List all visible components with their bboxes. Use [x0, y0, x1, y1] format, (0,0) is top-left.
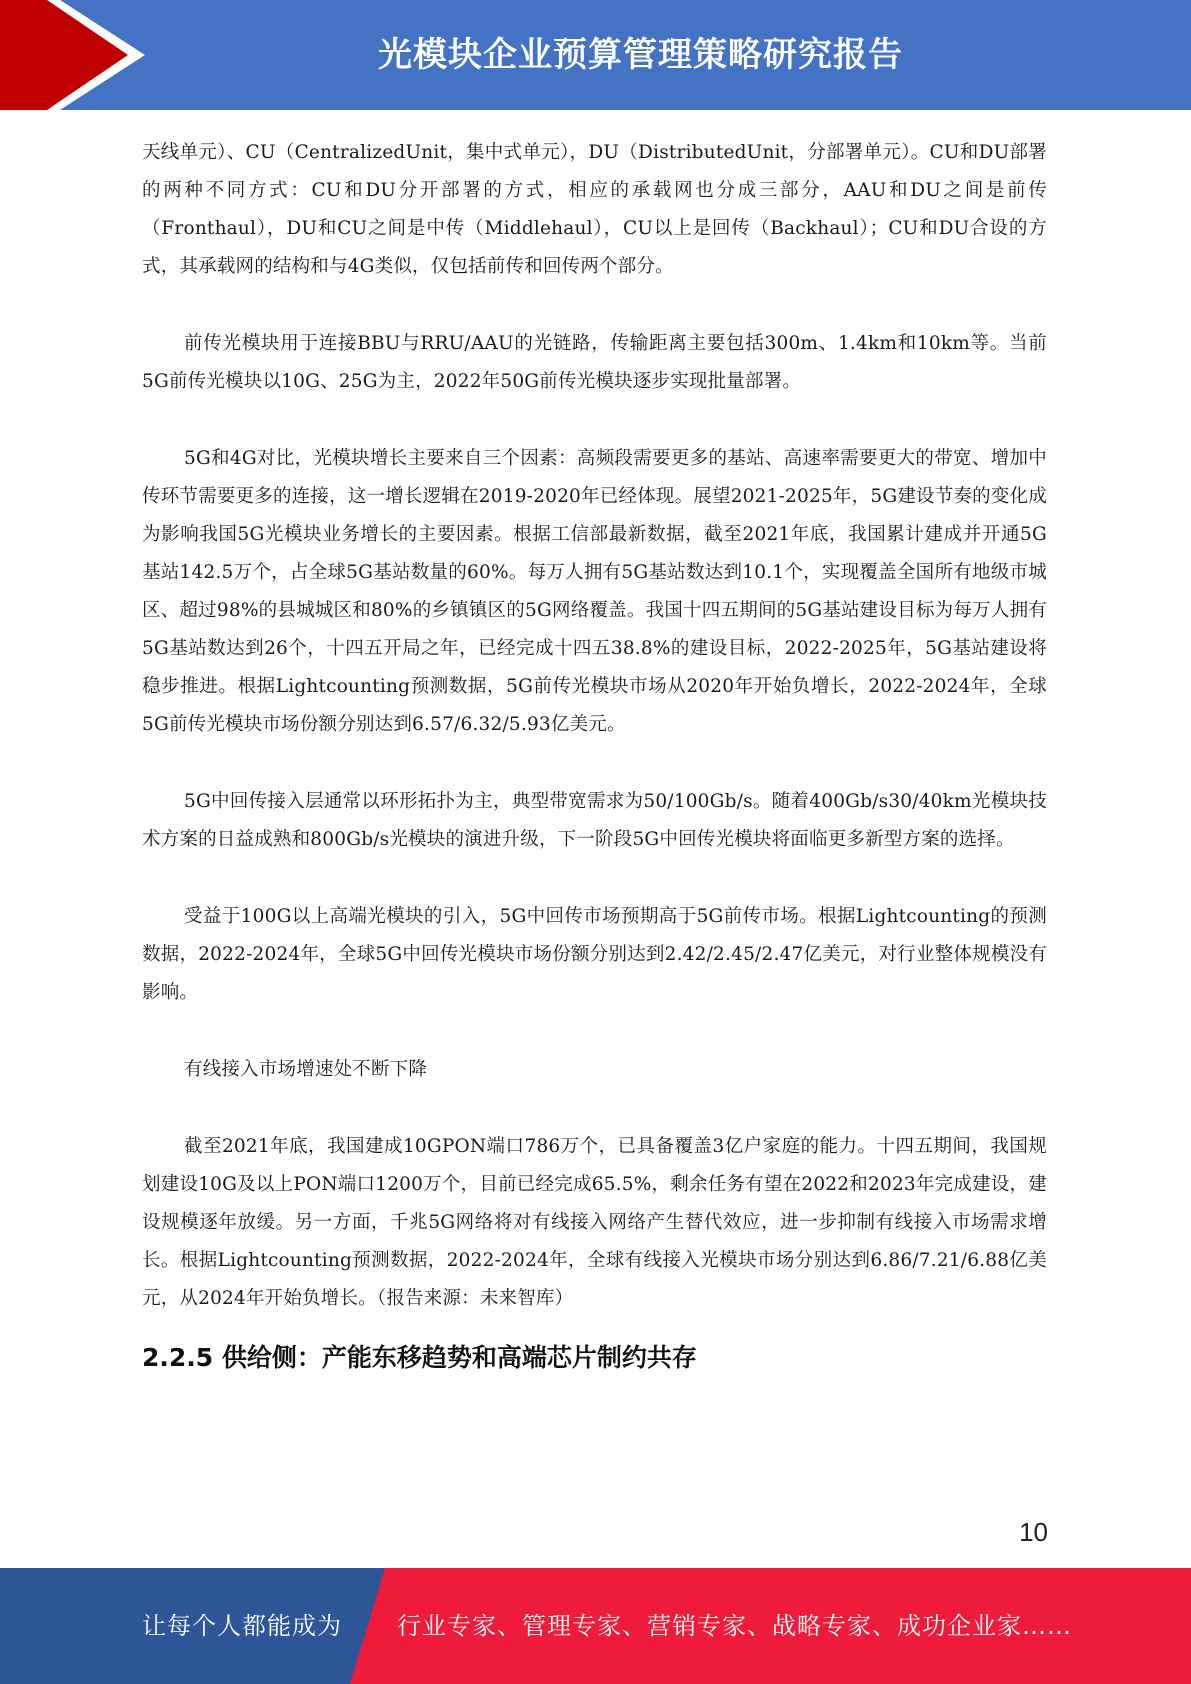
page-number: 10 [1019, 1517, 1048, 1547]
paragraph-5g-vs-4g: 5G和4G对比，光模块增长主要来自三个因素：高频段需要更多的基站、高速率需要更大的带宽、增加中传环节需要更多的连接，这一增长逻辑在2019-2020年已经体现。展望2021-2025年，5G建设节奏的变化成为影响我国5G光模块业务增长的主要因素。根据工信部最新数据，截至2021年底，我国累计建成并开通5G基站142.5万个，占全球5G基站数量的60%。每万人拥有5G基站数达到10.1个，实现覆盖全国所有地级市城区、超过98%的县城城区和80%的乡镇镇区的5G网络覆盖。我国十四五期间的5G基站建设目标为每万人拥有5G基站数达到26个，十四五开局之年，已经完成十四五38.8%的建设目标，2022-2025年，5G基站建设将稳步推进。根据Lightcounting预测数据，5G前传光模块市场从2020年开始负增长，2022-2024年，全球5G前传光模块市场份额分别达到6.57/6.32/5.93亿美元。 [142, 448, 1047, 735]
report-title: 光模块企业预算管理策略研究报告 [378, 35, 903, 75]
paragraph-cu-du-deployment: 天线单元）、CU（CentralizedUnit，集中式单元），DU（DistributedUnit，分部署单元）。CU和DU部署的两种不同方式：CU和DU分开部署的方式，相应的承载网也分成三部分，AAU和DU之间是前传（Fronthaul），DU和CU之间是中传（Middlehaul），CU以上是回传（Backhaul）；CU和DU合设的方式，其承载网的结构和与4G类似，仅包括前传和回传两个部分。 [142, 142, 1047, 277]
red-chevron-decoration [0, 0, 160, 110]
paragraph-midhaul-backhaul: 5G中回传接入层通常以环形拓扑为主，典型带宽需求为50/100Gb/s。随着400Gb/s30/40km光模块技术方案的日益成熟和800Gb/s光模块的演进升级，下一阶段5G中回传光模块将面临更多新型方案的选择。 [142, 791, 1047, 850]
paragraph-fronthaul-module: 前传光模块用于连接BBU与RRU/AAU的光链路，传输距离主要包括300m、1.4km和10km等。当前5G前传光模块以10G、25G为主，2022年50G前传光模块逐步实现批量部署。 [142, 333, 1047, 392]
paragraph-high-end-modules: 受益于100G以上高端光模块的引入，5G中回传市场预期高于5G前传市场。根据Lightcounting的预测数据，2022-2024年，全球5G中回传光模块市场份额分别达到2.42/2.45/2.47亿美元，对行业整体规模没有影响。 [142, 906, 1047, 1003]
document-body [142, 134, 1047, 1380]
footer-slogan-left: 让每个人都能成为 [142, 1612, 342, 1640]
page-footer [0, 1568, 1191, 1684]
page-header [0, 0, 1191, 110]
section-heading: 2.2.5 供给侧：产能东移趋势和高端芯片制约共存 [142, 1343, 697, 1372]
paragraph-wired-access-subheading: 有线接入市场增速处不断下降 [184, 1059, 428, 1080]
paragraph-10gpon: 截至2021年底，我国建成10GPON端口786万个，已具备覆盖3亿户家庭的能力。十四五期间，我国规划建设10G及以上PON端口1200万个，目前已经完成65.5%，剩余任务有望在2022和2023年完成建设，建设规模逐年放缓。另一方面，千兆5G网络将对有线接入网络产生替代效应，进一步抑制有线接入市场需求增长。根据Lightcounting预测数据，2022-2024年，全球有线接入光模块市场分别达到6.86/7.21/6.88亿美元，从2024年开始负增长。（报告来源：未来智库） [142, 1136, 1047, 1309]
footer-slogan-right: 行业专家、管理专家、营销专家、战略专家、成功企业家…… [397, 1612, 1072, 1640]
